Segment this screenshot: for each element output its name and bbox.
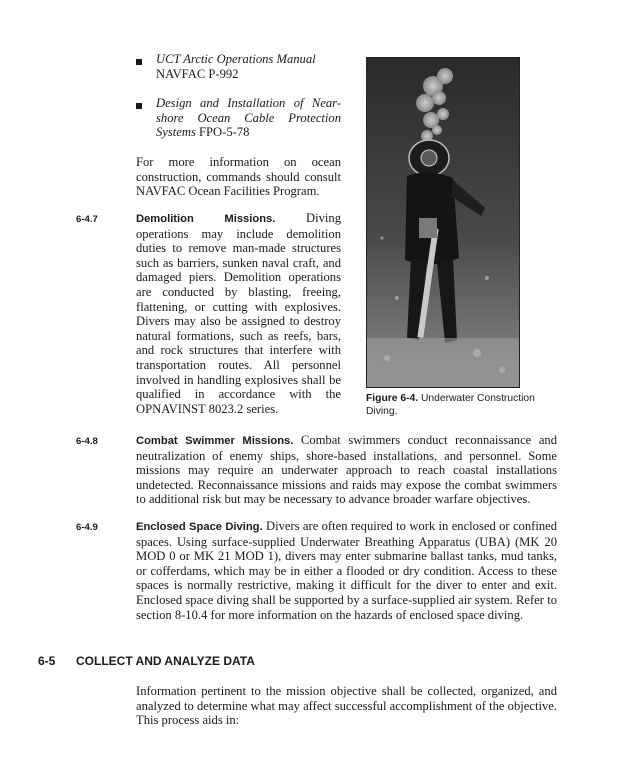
intro-paragraph: For more information on ocean construction, commands should consult NAVFAC Ocean Facilities Program. xyxy=(136,155,341,199)
bullet-title: UCT Arctic Operations Manual xyxy=(156,52,316,66)
section-6-5-title: COLLECT AND ANALYZE DATA xyxy=(76,654,255,668)
section-body: Combat swimmers conduct reconnaissance and neutralization of enemy ships, shore-based installations, and personnel. Some missions may require an underwater approach to reach coastal installations undetected. Reconnaissance missions and raids may expose the combat swimmers to additional risk but may be necessary to advance broader warfare objectives. xyxy=(136,433,557,507)
bullet-item xyxy=(156,52,341,81)
bullet-ref: FPO-5-78 xyxy=(199,125,250,140)
figure-caption xyxy=(366,393,556,418)
section-6-4-8 xyxy=(136,433,557,507)
section-6-4-9 xyxy=(136,519,557,622)
bullet-icon xyxy=(136,103,142,109)
bullet-title: Design and Installation of Near-shore Ocean Cable Protection Systems xyxy=(156,96,341,140)
bullet-item xyxy=(156,96,341,140)
figure-label: Figure 6-4. xyxy=(366,393,419,404)
section-heading: Combat Swimmer Missions. xyxy=(136,435,294,447)
section-6-5-number: 6-5 xyxy=(38,654,56,668)
figure-caption-text: Underwater Construction Diving. xyxy=(366,393,535,417)
section-body: Divers are often required to work in enclosed or confined spaces. Using surface-supplied Underwater Breathing Apparatus (UBA) (MK 20 MOD 0 or MK 21 MOD 1), divers may enter submarine ballast tanks, mud tanks, or cofferdams, which may be in either a flooded or dry condition. Access to these spaces is normally restrictive, making it difficult for the diver to enter and exit. Enclosed space diving shall be supported by a surface-supplied air system. Refer to section 8-10.4 for more information on the hazards of enclosed space diving. xyxy=(136,519,558,622)
section-number: 6-4.9 xyxy=(76,522,98,533)
section-heading: Demolition Missions. xyxy=(136,213,276,225)
section-heading: Enclosed Space Diving. xyxy=(136,521,263,533)
bullet-icon xyxy=(136,59,142,65)
section-number: 6-4.8 xyxy=(76,436,98,447)
bullet-ref: NAVFAC P-992 xyxy=(156,66,239,81)
underwater-diver-image xyxy=(367,58,519,387)
diver-photo xyxy=(366,57,520,388)
section-6-4-7 xyxy=(136,211,341,416)
section-number: 6-4.7 xyxy=(76,214,98,225)
section-body: Diving operations may include demolition duties to remove man-made structures such as barriers, sunken naval craft, and damaged piers. Demolition operations are conducted by blasting, freeing, flattening, or cutting with explosives. Divers may also be assigned to destroy natural formations, such as reefs, bars, and rock structures that interfere with transportation routes. All personnel involved in handling explosives shall be qualified in accordance with the OPNAVINST 8023.2 series. xyxy=(136,211,341,416)
section-6-5-body: Information pertinent to the mission objective shall be collected, organized, and analyzed to determine what may affect successful accomplishment of the objective. This process aids in: xyxy=(136,684,557,728)
